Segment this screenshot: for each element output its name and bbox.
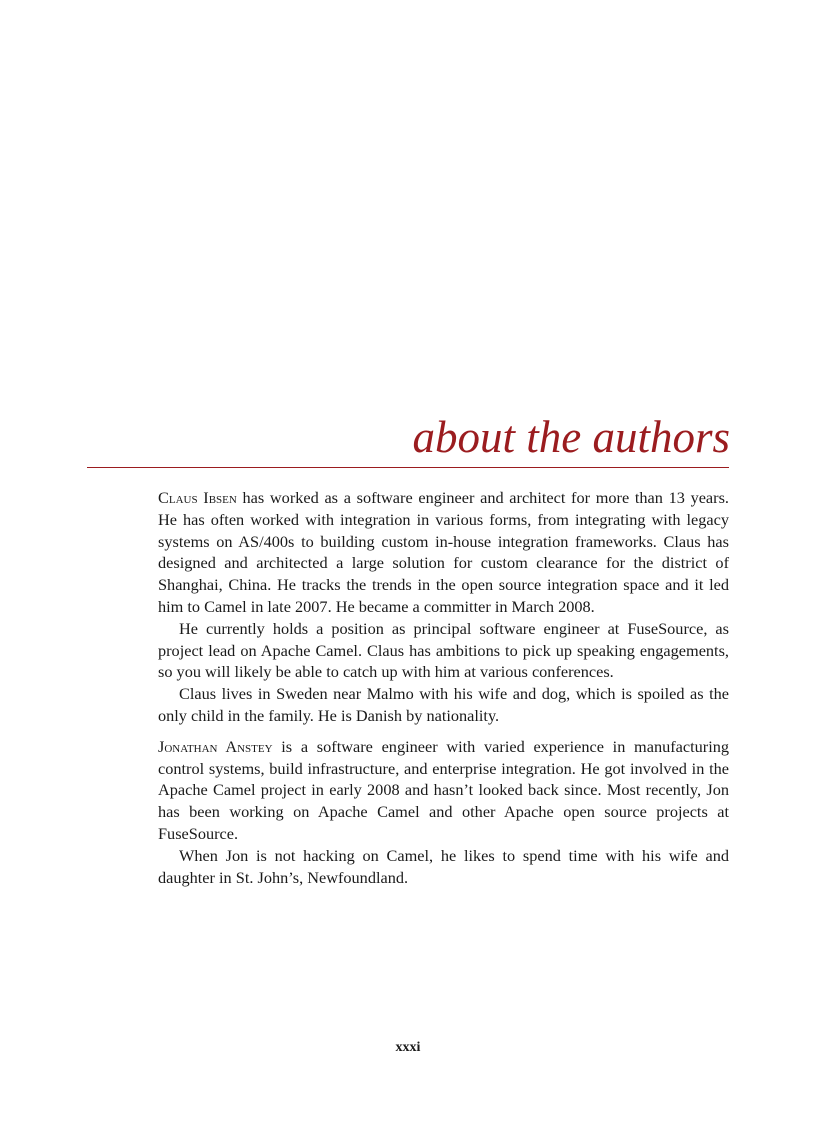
author-bio-claus-ibsen [158,487,729,727]
author-bio-jonathan-anstey [158,736,729,889]
bio-paragraph: He currently holds a position as principal software engineer at FuseSource, as project lead on Apache Camel. Claus has ambitions to pick up speaking engagements, so you will likely be able to catch up with him at various conferences. [158,618,729,682]
bio-paragraph: Claus lives in Sweden near Malmo with his wife and dog, which is spoiled as the only child in the family. He is Danish by nationality. [158,684,729,725]
author-name: Claus Ibsen [158,488,237,507]
chapter-heading: about the authors [412,412,730,462]
bio-text: is a software engineer with varied experience in manufacturing control systems, build infrastructure, and enterprise integration. He got involved in the Apache Camel project in early 2008 and hasn’t looked back since. Most recently, Jon has been working on Apache Camel and other Apache open source projects at FuseSource. [158,736,729,843]
page-number: xxxi [395,1040,421,1055]
bio-text: has worked as a software engineer and architect for more than 13 years. He has often worked with integration in various forms, from integrating with legacy systems on AS/400s to building custom in-house integration frameworks. Claus has designed and architected a large solution for custom clearance for the district of Shanghai, China. He tracks the trends in the open source integration space and it led him to Camel in late 2007. He became a committer in March 2008. [158,488,729,616]
bio-paragraph: When Jon is not hacking on Camel, he likes to spend time with his wife and daughter in St. John’s, Newfoundland. [158,845,729,887]
authors-content [158,487,729,888]
author-name: Jonathan Anstey [158,736,273,756]
bio-paragraph [158,487,729,618]
heading-rule [87,467,729,468]
bio-paragraph [158,736,729,845]
